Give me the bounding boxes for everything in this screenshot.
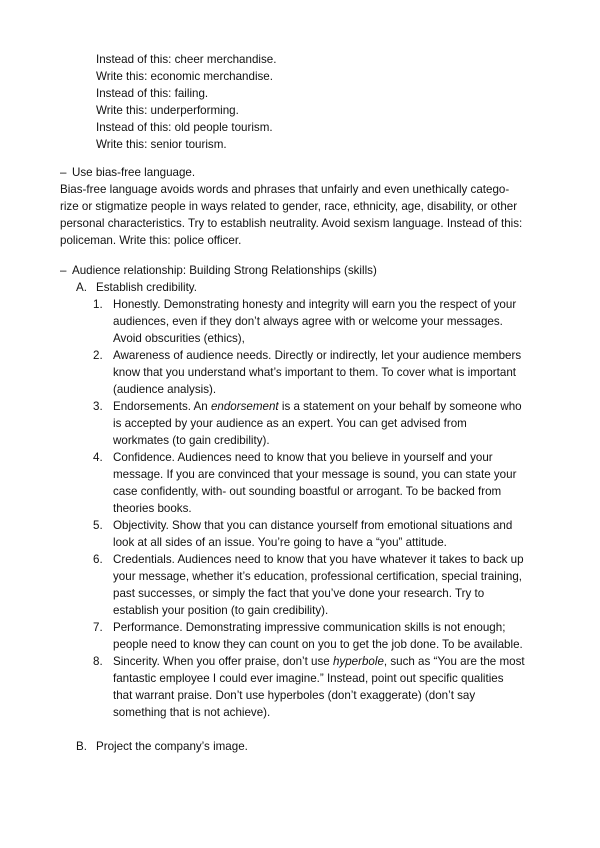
example-line: Write this: economic merchandise. [96,70,273,83]
subheading-project-image: Project the company’s image. [96,740,248,753]
item-line: establish your position (to gain credibility). [113,604,329,617]
item-line: Avoid obscurities (ethics), [113,332,245,345]
example-line: Instead of this: cheer merchandise. [96,53,277,66]
item-line: your message, whether it’s education, professional certification, special training, [113,570,523,583]
emphasis-term: endorsement [210,400,279,413]
item-line: Confidence. Audiences need to know that you believe in yourself and your [113,451,493,464]
list-marker-b: B. [76,740,87,753]
item-line: Performance. Demonstrating impressive communication skills is not enough; [113,621,506,634]
item-number: 5. [93,519,103,532]
item-line: Honestly. Demonstrating honesty and integrity will earn you the respect of your [113,298,517,311]
item-number: 1. [93,298,103,311]
item-line: message. If you are convinced that your message is sound, you can state your [113,468,517,481]
item-line: past successes, or simply the fact that you’ve done your research. Try to [113,587,485,600]
item-line: people need to know they can count on you to get the job done. To be available. [113,638,523,651]
item-line: workmates (to gain credibility). [113,434,270,447]
item-line: look at all sides of an issue. You’re going to have a “you” attitude. [113,536,447,549]
item-line: Awareness of audience needs. Directly or indirectly, let your audience members [113,349,522,362]
section-heading-bias-free: Use bias-free language. [72,166,196,179]
section-heading-audience: Audience relationship: Building Strong Relationships (skills) [72,264,377,277]
bullet-dash: – [60,264,67,277]
item-line: (audience analysis). [113,383,217,396]
item-line: know that you understand what’s important to them. To cover what is important [113,366,516,379]
item-line: Objectivity. Show that you can distance yourself from emotional situations and [113,519,513,532]
item-number: 8. [93,655,103,668]
example-line: Instead of this: failing. [96,87,209,100]
example-line: Instead of this: old people tourism. [96,121,273,134]
item-number: 4. [93,451,103,464]
item-line: audiences, even if they don’t always agree with or welcome your messages. [113,315,503,328]
item-line [113,398,522,415]
item-text: Endorsements. An [113,400,211,413]
item-text: , such as “You are the most [383,655,525,668]
example-line: Write this: senior tourism. [96,138,227,151]
paragraph-line: personal characteristics. Try to establish neutrality. Avoid sexism language. Instead of this: [60,217,523,230]
item-number: 7. [93,621,103,634]
subheading-establish-credibility: Establish credibility. [96,281,197,294]
item-line: theories books. [113,502,192,515]
paragraph-line: Bias-free language avoids words and phrases that unfairly and even unethically catego- [60,183,510,196]
item-line: case confidently, with- out sounding boastful or arrogant. To be backed from [113,485,502,498]
item-number: 2. [93,349,103,362]
item-number: 3. [93,400,103,413]
item-number: 6. [93,553,103,566]
item-text: Sincerity. When you offer praise, don’t use [113,655,333,668]
emphasis-term: hyperbole [332,655,384,668]
item-line: that warrant praise. Don’t use hyperboles (don’t exaggerate) (don’t say [113,689,476,702]
paragraph-line: policeman. Write this: police officer. [60,234,242,247]
item-line: something that is not achieve). [113,706,271,719]
bullet-dash: – [60,166,67,179]
item-line: fantastic employee I could ever imagine.” Instead, point out specific qualities [113,672,504,685]
item-text: is a statement on your behalf by someone who [278,400,522,413]
item-line: Credentials. Audiences need to know that you have whatever it takes to back up [113,553,524,566]
example-line: Write this: underperforming. [96,104,239,117]
list-marker-a: A. [76,281,87,294]
item-line [113,653,525,670]
item-line: is accepted by your audience as an expert. You can get advised from [113,417,467,430]
paragraph-line: rize or stigmatize people in ways related to gender, race, ethnicity, age, disability, or other [60,200,518,213]
